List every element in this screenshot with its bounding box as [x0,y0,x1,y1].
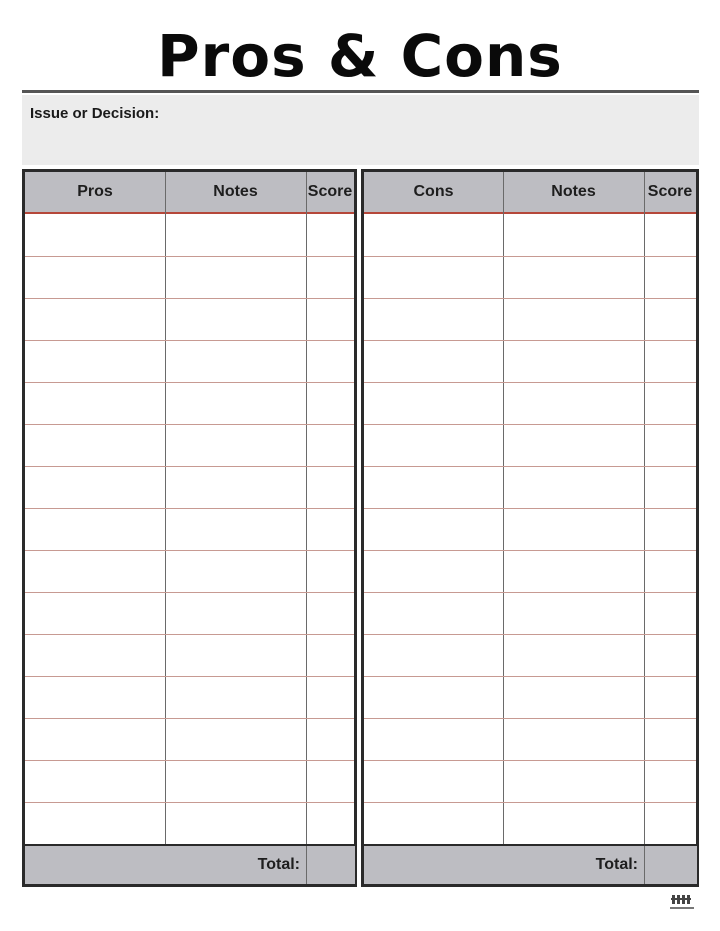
cons-row-divider [364,676,696,677]
printable-logo-icon [668,892,698,914]
pros-row-divider [25,676,354,677]
pros-notes-column-divider [306,172,307,884]
cons-column-header: Cons [413,183,454,200]
cons-row-divider [364,802,696,803]
cons-row-divider [364,298,696,299]
cons-row-divider [364,382,696,383]
pros-row-divider [25,802,354,803]
pros-column-header: Pros [77,183,113,200]
cons-row-divider [364,634,696,635]
cons-score-column-header: Score [647,183,693,200]
cons-row-divider [364,256,696,257]
pros-row-divider [25,718,354,719]
pros-row-divider [25,634,354,635]
cons-table-header [364,172,696,214]
cons-row-divider [364,718,696,719]
pros-row-divider [25,298,354,299]
pros-row-divider [25,508,354,509]
cons-row-divider [364,340,696,341]
cons-total-row [364,844,696,884]
pros-total-label: Total: [257,856,300,873]
pros-row-divider [25,256,354,257]
cons-row-divider [364,550,696,551]
cons-row-divider [364,508,696,509]
cons-row-divider [364,760,696,761]
title-divider [22,90,699,93]
pros-notes-column-header: Notes [213,183,258,200]
pros-total-row [25,844,354,884]
pros-table-header [25,172,354,214]
pros-row-divider [25,382,354,383]
cons-notes-column-divider [644,172,645,884]
cons-row-divider [364,592,696,593]
pros-row-divider [25,466,354,467]
pros-row-divider [25,424,354,425]
pros-total-score-cell[interactable] [306,846,355,884]
issue-label: Issue or Decision: [30,105,160,122]
pros-column-divider [165,172,166,884]
pros-table [22,169,357,887]
pros-row-divider [25,592,354,593]
pros-row-divider [25,550,354,551]
cons-total-label: Total: [595,856,638,873]
cons-total-score-cell[interactable] [644,846,697,884]
pros-score-column-header: Score [307,183,353,200]
pros-row-divider [25,760,354,761]
cons-notes-column-header: Notes [551,183,596,200]
page-title: Pros & Cons [157,22,563,90]
cons-row-divider [364,466,696,467]
pros-row-divider [25,340,354,341]
cons-table [361,169,699,887]
cons-row-divider [364,424,696,425]
cons-column-divider [503,172,504,884]
issue-field[interactable] [22,95,699,165]
